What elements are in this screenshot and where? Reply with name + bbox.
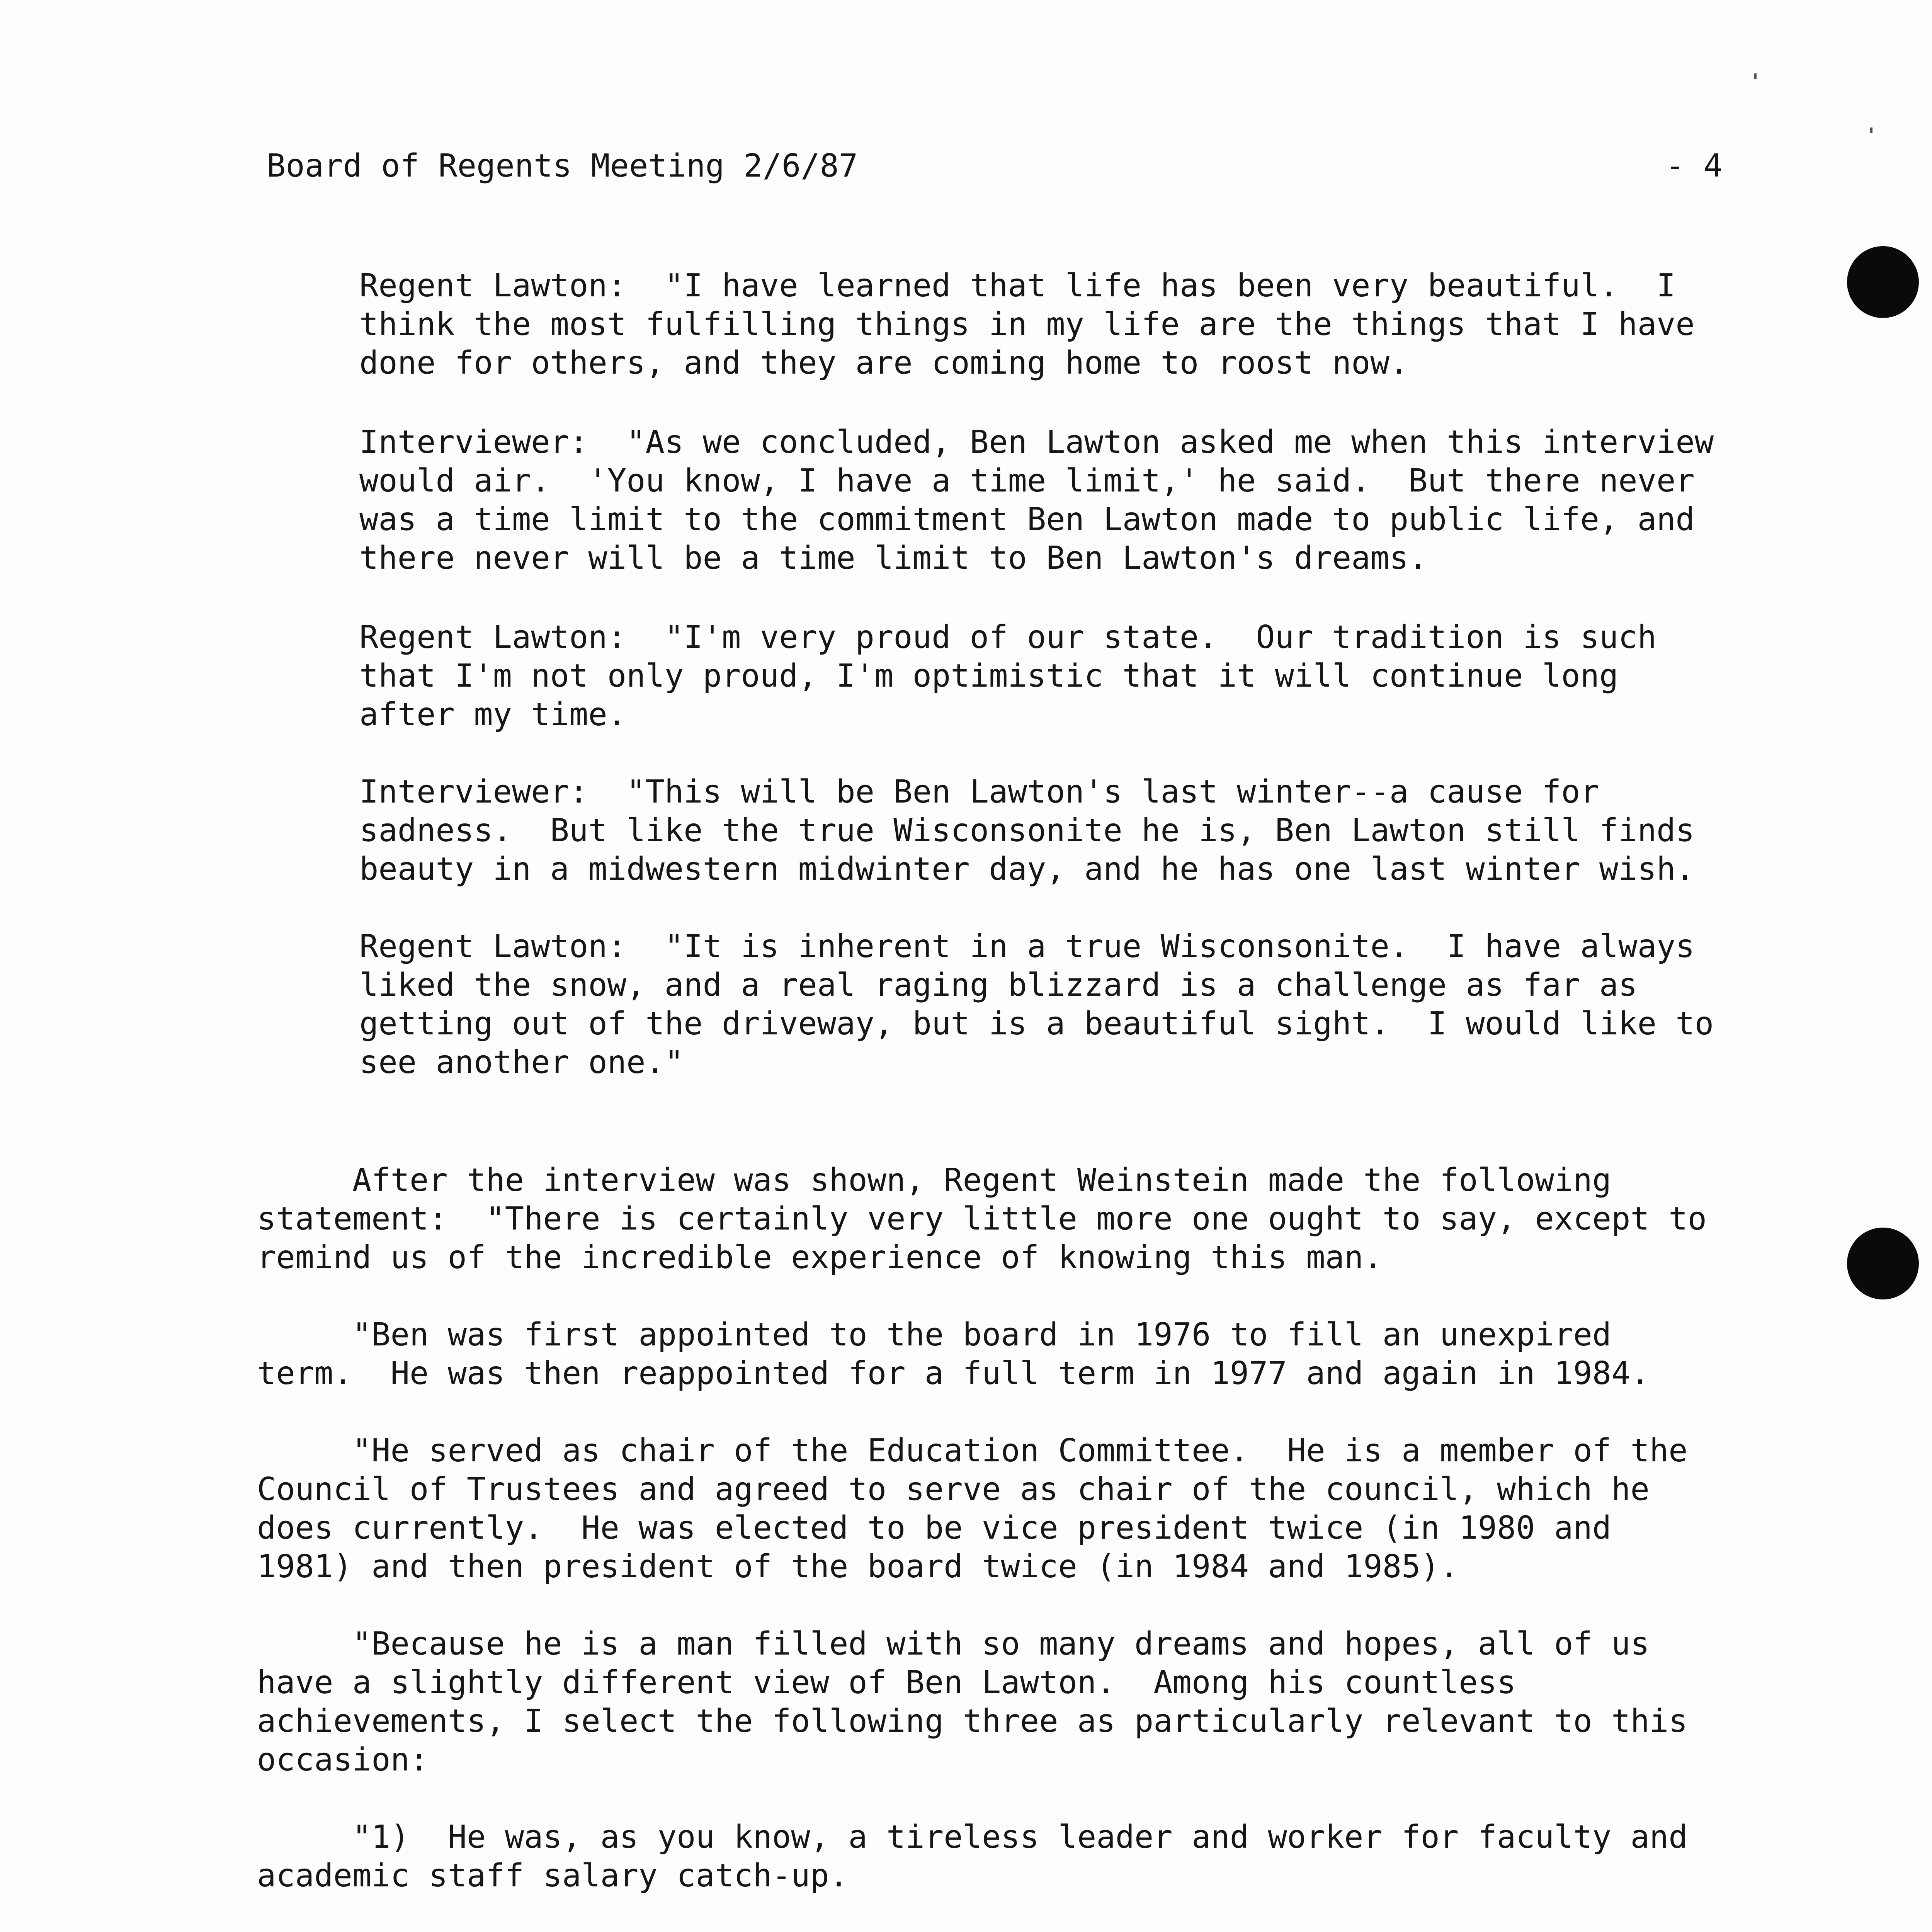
document-title: Board of Regents Meeting 2/6/87 (267, 148, 858, 184)
scan-speck (1754, 73, 1757, 79)
paragraph-interviewer-2: Interviewer: "This will be Ben Lawton's last winter--a cause for sadness. But like the true Wisconsonite he is, Ben Lawton still finds beauty in a midwestern midwinter day, and he has one last winter wish. (359, 774, 1695, 888)
punch-hole-top (1847, 246, 1919, 318)
paragraph-dreams: "Because he is a man filled with so many dreams and hopes, all of us have a slightly different view of Ben Lawton. Among his countless achievements, I select the following three as particularly relevant to this occasion: (257, 1626, 1688, 1778)
paragraph-service: "He served as chair of the Education Committee. He is a member of the Council of Trustees and agreed to serve as chair of the council, which he does currently. He was elected to be vice president twice (in 1980 and 1981) and then president of the board twice (in 1984 and 1985). (257, 1432, 1688, 1585)
paragraph-weinstein-intro: After the interview was shown, Regent Weinstein made the following statement: "There is certainly very little more one ought to say, except to remind us of the incredible experience of knowing this man. (257, 1162, 1707, 1276)
scan-speck (1870, 128, 1872, 133)
page-number: - 4 (1665, 148, 1723, 184)
list-item-achievement-1: "1) He was, as you know, a tireless leader and worker for faculty and academic staff salary catch-up. (257, 1819, 1688, 1894)
paragraph-interviewer-1: Interviewer: "As we concluded, Ben Lawton asked me when this interview would air. 'You know, I have a time limit,' he said. But there never was a time limit to the commitment Ben Lawton made to public life, and there never will be a time limit to Ben Lawton's dreams. (359, 424, 1714, 577)
paragraph-lawton-2: Regent Lawton: "I'm very proud of our state. Our tradition is such that I'm not only proud, I'm optimistic that it will continue long after my time. (359, 619, 1657, 733)
paragraph-lawton-3: Regent Lawton: "It is inherent in a true Wisconsonite. I have always liked the snow, and a real raging blizzard is a challenge as far as getting out of the driveway, but is a beautiful sight. I would like to see another one." (359, 928, 1714, 1081)
paragraph-lawton-1: Regent Lawton: "I have learned that life has been very beautiful. I think the most fulfilling things in my life are the things that I have done for others, and they are coming home to roost now. (359, 267, 1695, 381)
paragraph-appointment: "Ben was first appointed to the board in 1976 to fill an unexpired term. He was then reappointed for a full term in 1977 and again in 1984. (257, 1316, 1650, 1392)
punch-hole-middle (1847, 1228, 1919, 1299)
